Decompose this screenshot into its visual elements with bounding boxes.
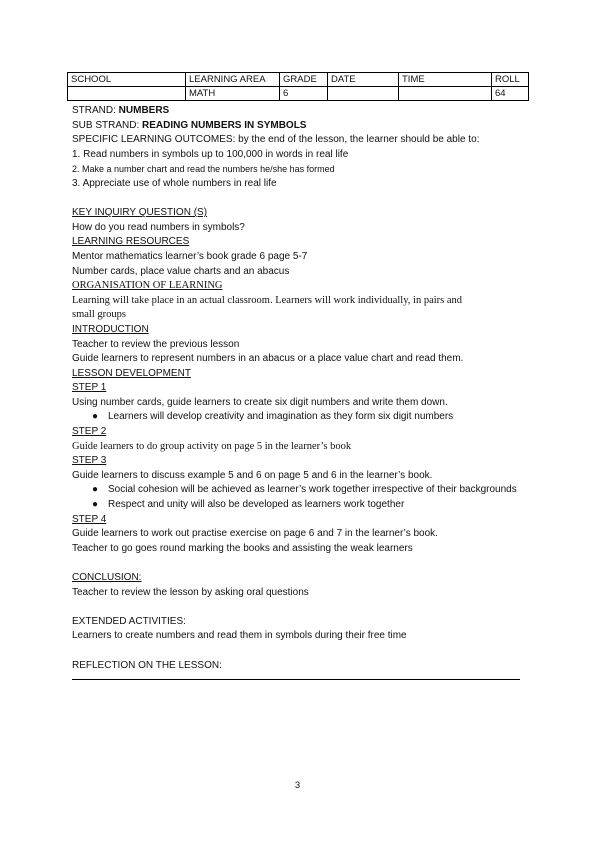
outcome-item: 3. Appreciate use of whole numbers in real life xyxy=(72,177,277,189)
bullet-icon: ● xyxy=(92,499,99,511)
step-4-text-2: Teacher to go goes round marking the books and assisting the weak learners xyxy=(72,542,413,554)
step-2-heading: STEP 2 xyxy=(72,426,107,438)
step-2-text: Guide learners to do group activity on page 5 in the learner’s book xyxy=(72,440,352,452)
strand-value: NUMBERS xyxy=(118,105,170,116)
introduction-item: Guide learners to represent numbers in an abacus or a place value chart and read them. xyxy=(72,353,464,365)
bullet-icon: ● xyxy=(92,411,99,423)
step-1-heading: STEP 1 xyxy=(72,382,107,394)
table-cell: 6 xyxy=(280,87,328,101)
table-cell xyxy=(68,87,186,101)
list-item xyxy=(72,410,532,425)
lesson-development-heading: LESSON DEVELOPMENT xyxy=(72,367,191,379)
resource-item: Mentor mathematics learner’s book grade 6 page 5-7 xyxy=(72,250,308,262)
step-4-text: Guide learners to work out practise exercise on page 6 and 7 in the learner’s book. xyxy=(72,528,438,540)
outcome-item: 2. Make a number chart and read the numbers he/she has formed xyxy=(72,164,335,175)
extended-activities-text: Learners to create numbers and read them in symbols during their free time xyxy=(72,630,407,642)
lesson-plan-body xyxy=(72,104,532,680)
step-4-heading: STEP 4 xyxy=(72,513,107,525)
table-cell: MATH xyxy=(186,87,280,101)
sub-strand-value: READING NUMBERS IN SYMBOLS xyxy=(142,119,307,131)
bullet-icon: ● xyxy=(92,484,99,496)
step-3-text: Guide learners to discuss example 5 and 6 on page 5 and 6 in the learner’s book. xyxy=(72,469,433,481)
step-3-heading: STEP 3 xyxy=(72,455,107,467)
table-row xyxy=(68,87,529,101)
table-cell xyxy=(399,87,492,101)
table-cell: LEARNING AREA xyxy=(186,73,280,87)
extended-activities-heading: EXTENDED ACTIVITIES: xyxy=(72,615,186,627)
table-cell: DATE xyxy=(328,73,399,87)
organisation-heading: ORGANISATION OF LEARNING xyxy=(72,280,223,292)
bullet-text: Social cohesion will be achieved as learner’s work together irrespective of their backgrounds xyxy=(108,484,517,496)
conclusion-heading: CONCLUSION: xyxy=(72,572,142,583)
table-cell: 64 xyxy=(492,87,529,101)
resources-heading: LEARNING RESOURCES xyxy=(72,236,190,248)
reflection-heading: REFLECTION ON THE LESSON: xyxy=(72,659,222,671)
list-item xyxy=(72,498,532,513)
bullet-text: Respect and unity will also be developed as learners work together xyxy=(108,499,405,511)
introduction-heading: INTRODUCTION xyxy=(72,323,149,335)
list-item xyxy=(72,483,528,498)
table-cell: SCHOOL xyxy=(68,73,186,87)
resource-item: Number cards, place value charts and an abacus xyxy=(72,265,290,277)
table-cell: TIME xyxy=(399,73,492,87)
sub-strand-line xyxy=(72,119,532,134)
table-cell: ROLL xyxy=(492,73,529,87)
outcomes-intro: SPECIFIC LEARNING OUTCOMES: by the end of the lesson, the learner should be able to: xyxy=(72,134,480,146)
key-inquiry-text: How do you read numbers in symbols? xyxy=(72,221,245,233)
organisation-text-cont: small groups xyxy=(72,309,126,321)
step-1-text: Using number cards, guide learners to create six digit numbers and write them down. xyxy=(72,396,448,408)
introduction-item: Teacher to review the previous lesson xyxy=(72,338,240,350)
key-inquiry-heading: KEY INQUIRY QUESTION (S) xyxy=(72,207,208,219)
reflection-answer-line xyxy=(72,679,520,680)
sub-strand-label: SUB STRAND: xyxy=(72,119,143,131)
table-cell xyxy=(328,87,399,101)
page-number: 3 xyxy=(294,780,301,791)
strand-line xyxy=(72,104,532,119)
table-row xyxy=(68,73,529,87)
strand-label: STRAND: xyxy=(72,105,119,116)
conclusion-text: Teacher to review the lesson by asking oral questions xyxy=(72,586,309,598)
outcome-item: 1. Read numbers in symbols up to 100,000 in words in real life xyxy=(72,148,349,160)
organisation-text: Learning will take place in an actual classroom. Learners will work individually, in pairs and xyxy=(72,294,463,306)
bullet-text: Learners will develop creativity and imagination as they form six digit numbers xyxy=(108,411,454,423)
lesson-header-table xyxy=(67,72,529,101)
table-cell: GRADE xyxy=(280,73,328,87)
